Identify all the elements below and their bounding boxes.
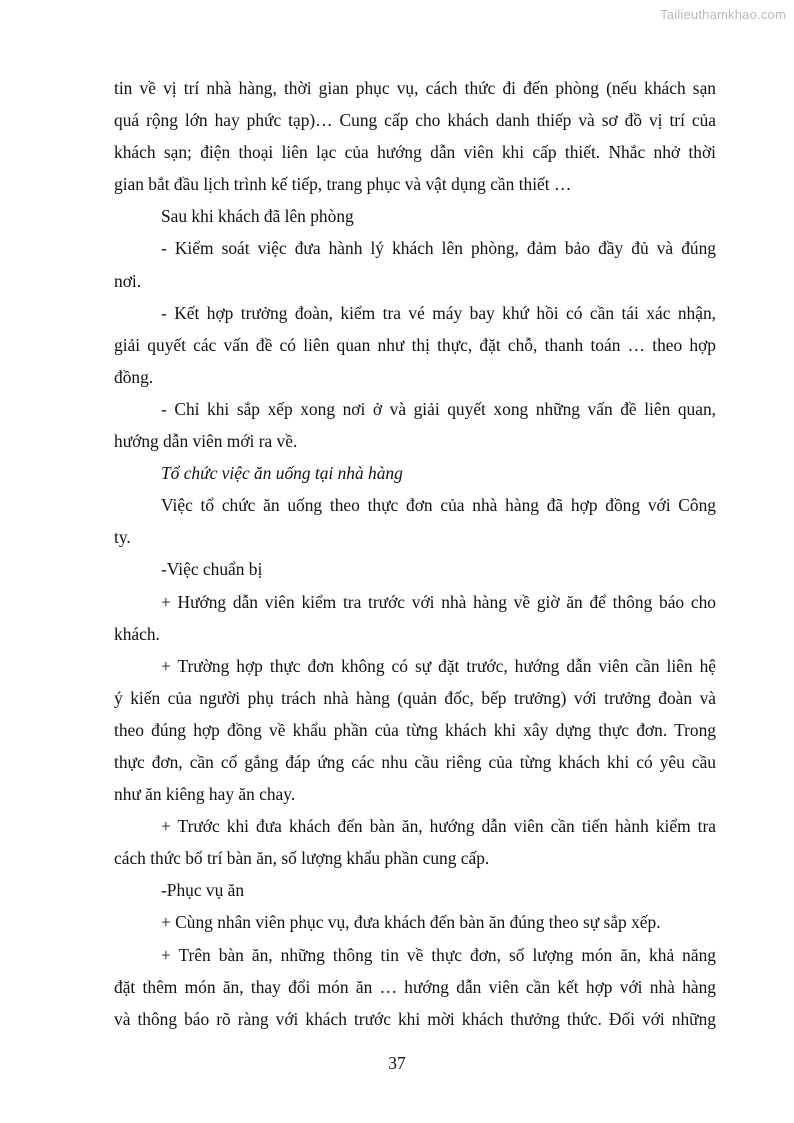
text-line: hướng dẫn viên mới ra về. bbox=[114, 431, 298, 452]
text-line: tin về vị trí nhà hàng, thời gian phục vụ, cách thức đi đến phòng (nếu khách sạn bbox=[114, 78, 716, 98]
text-line: khách sạn; điện thoại liên lạc của hướng dẫn viên khi cấp thiết. Nhắc nhở thời bbox=[114, 142, 716, 163]
text-line: - Chỉ khi sắp xếp xong nơi ở và giải quyết xong những vấn đề liên quan, bbox=[161, 398, 716, 419]
watermark-text: Tailieuthamkhao.com bbox=[660, 7, 786, 22]
text-line: cách thức bố trí bàn ăn, số lượng khẩu phần cung cấp. bbox=[114, 848, 490, 869]
text-line: + Trên bàn ăn, những thông tin về thực đơn, số lượng món ăn, khả năng bbox=[161, 944, 716, 965]
page-number: 37 bbox=[388, 1053, 406, 1073]
text-line: đặt thêm món ăn, thay đổi món ăn … hướng dẫn viên cần kết hợp với nhà hàng bbox=[114, 976, 716, 997]
text-line: - Kiểm soát việc đưa hành lý khách lên phòng, đảm bảo đầy đủ và đúng bbox=[161, 238, 716, 259]
text-line: nơi. bbox=[114, 270, 142, 291]
text-line: đồng. bbox=[114, 366, 154, 387]
text-line: + Trường hợp thực đơn không có sự đặt trước, hướng dẫn viên cần liên hệ bbox=[161, 655, 716, 676]
text-line: như ăn kiêng hay ăn chay. bbox=[114, 784, 296, 805]
text-line: - Kết hợp trưởng đoàn, kiểm tra vé máy bay khứ hồi có cần tái xác nhận, bbox=[161, 302, 716, 323]
text-line: thực đơn, cần cố gắng đáp ứng các nhu cầu riêng của từng khách khi có yêu cầu bbox=[114, 751, 716, 772]
text-line: + Trước khi đưa khách đến bàn ăn, hướng dẫn viên cần tiến hành kiểm tra bbox=[161, 816, 716, 837]
text-line: + Hướng dẫn viên kiểm tra trước với nhà hàng về giờ ăn để thông báo cho bbox=[161, 591, 716, 612]
text-line: ty. bbox=[114, 527, 131, 548]
body-text bbox=[114, 72, 716, 1035]
text-line: gian bắt đầu lịch trình kế tiếp, trang phục và vật dụng cần thiết … bbox=[114, 174, 572, 195]
text-line: -Phục vụ ăn bbox=[161, 880, 245, 901]
text-line: + Cùng nhân viên phục vụ, đưa khách đến bàn ăn đúng theo sự sắp xếp. bbox=[161, 912, 661, 933]
text-line: Sau khi khách đã lên phòng bbox=[161, 206, 354, 227]
text-line: và thông báo rõ ràng với khách trước khi mời khách thưởng thức. Đối với những bbox=[114, 1008, 716, 1029]
text-line: khách. bbox=[114, 623, 160, 644]
text-line: -Việc chuẩn bị bbox=[161, 559, 263, 580]
text-line: Việc tổ chức ăn uống theo thực đơn của nhà hàng đã hợp đồng với Công bbox=[161, 495, 716, 516]
text-line: quá rộng lớn hay phức tạp)… Cung cấp cho khách danh thiếp và sơ đồ vị trí của bbox=[114, 110, 716, 131]
text-line: ý kiến của người phụ trách nhà hàng (quản đốc, bếp trưởng) với trưởng đoàn và bbox=[114, 687, 716, 708]
section-heading: Tổ chức việc ăn uống tại nhà hàng bbox=[161, 463, 403, 484]
text-line: giải quyết các vấn đề có liên quan như thị thực, đặt chỗ, thanh toán … theo hợp bbox=[114, 334, 716, 355]
text-line: theo đúng hợp đồng về khẩu phần của từng khách khi xây dựng thực đơn. Trong bbox=[114, 719, 716, 740]
